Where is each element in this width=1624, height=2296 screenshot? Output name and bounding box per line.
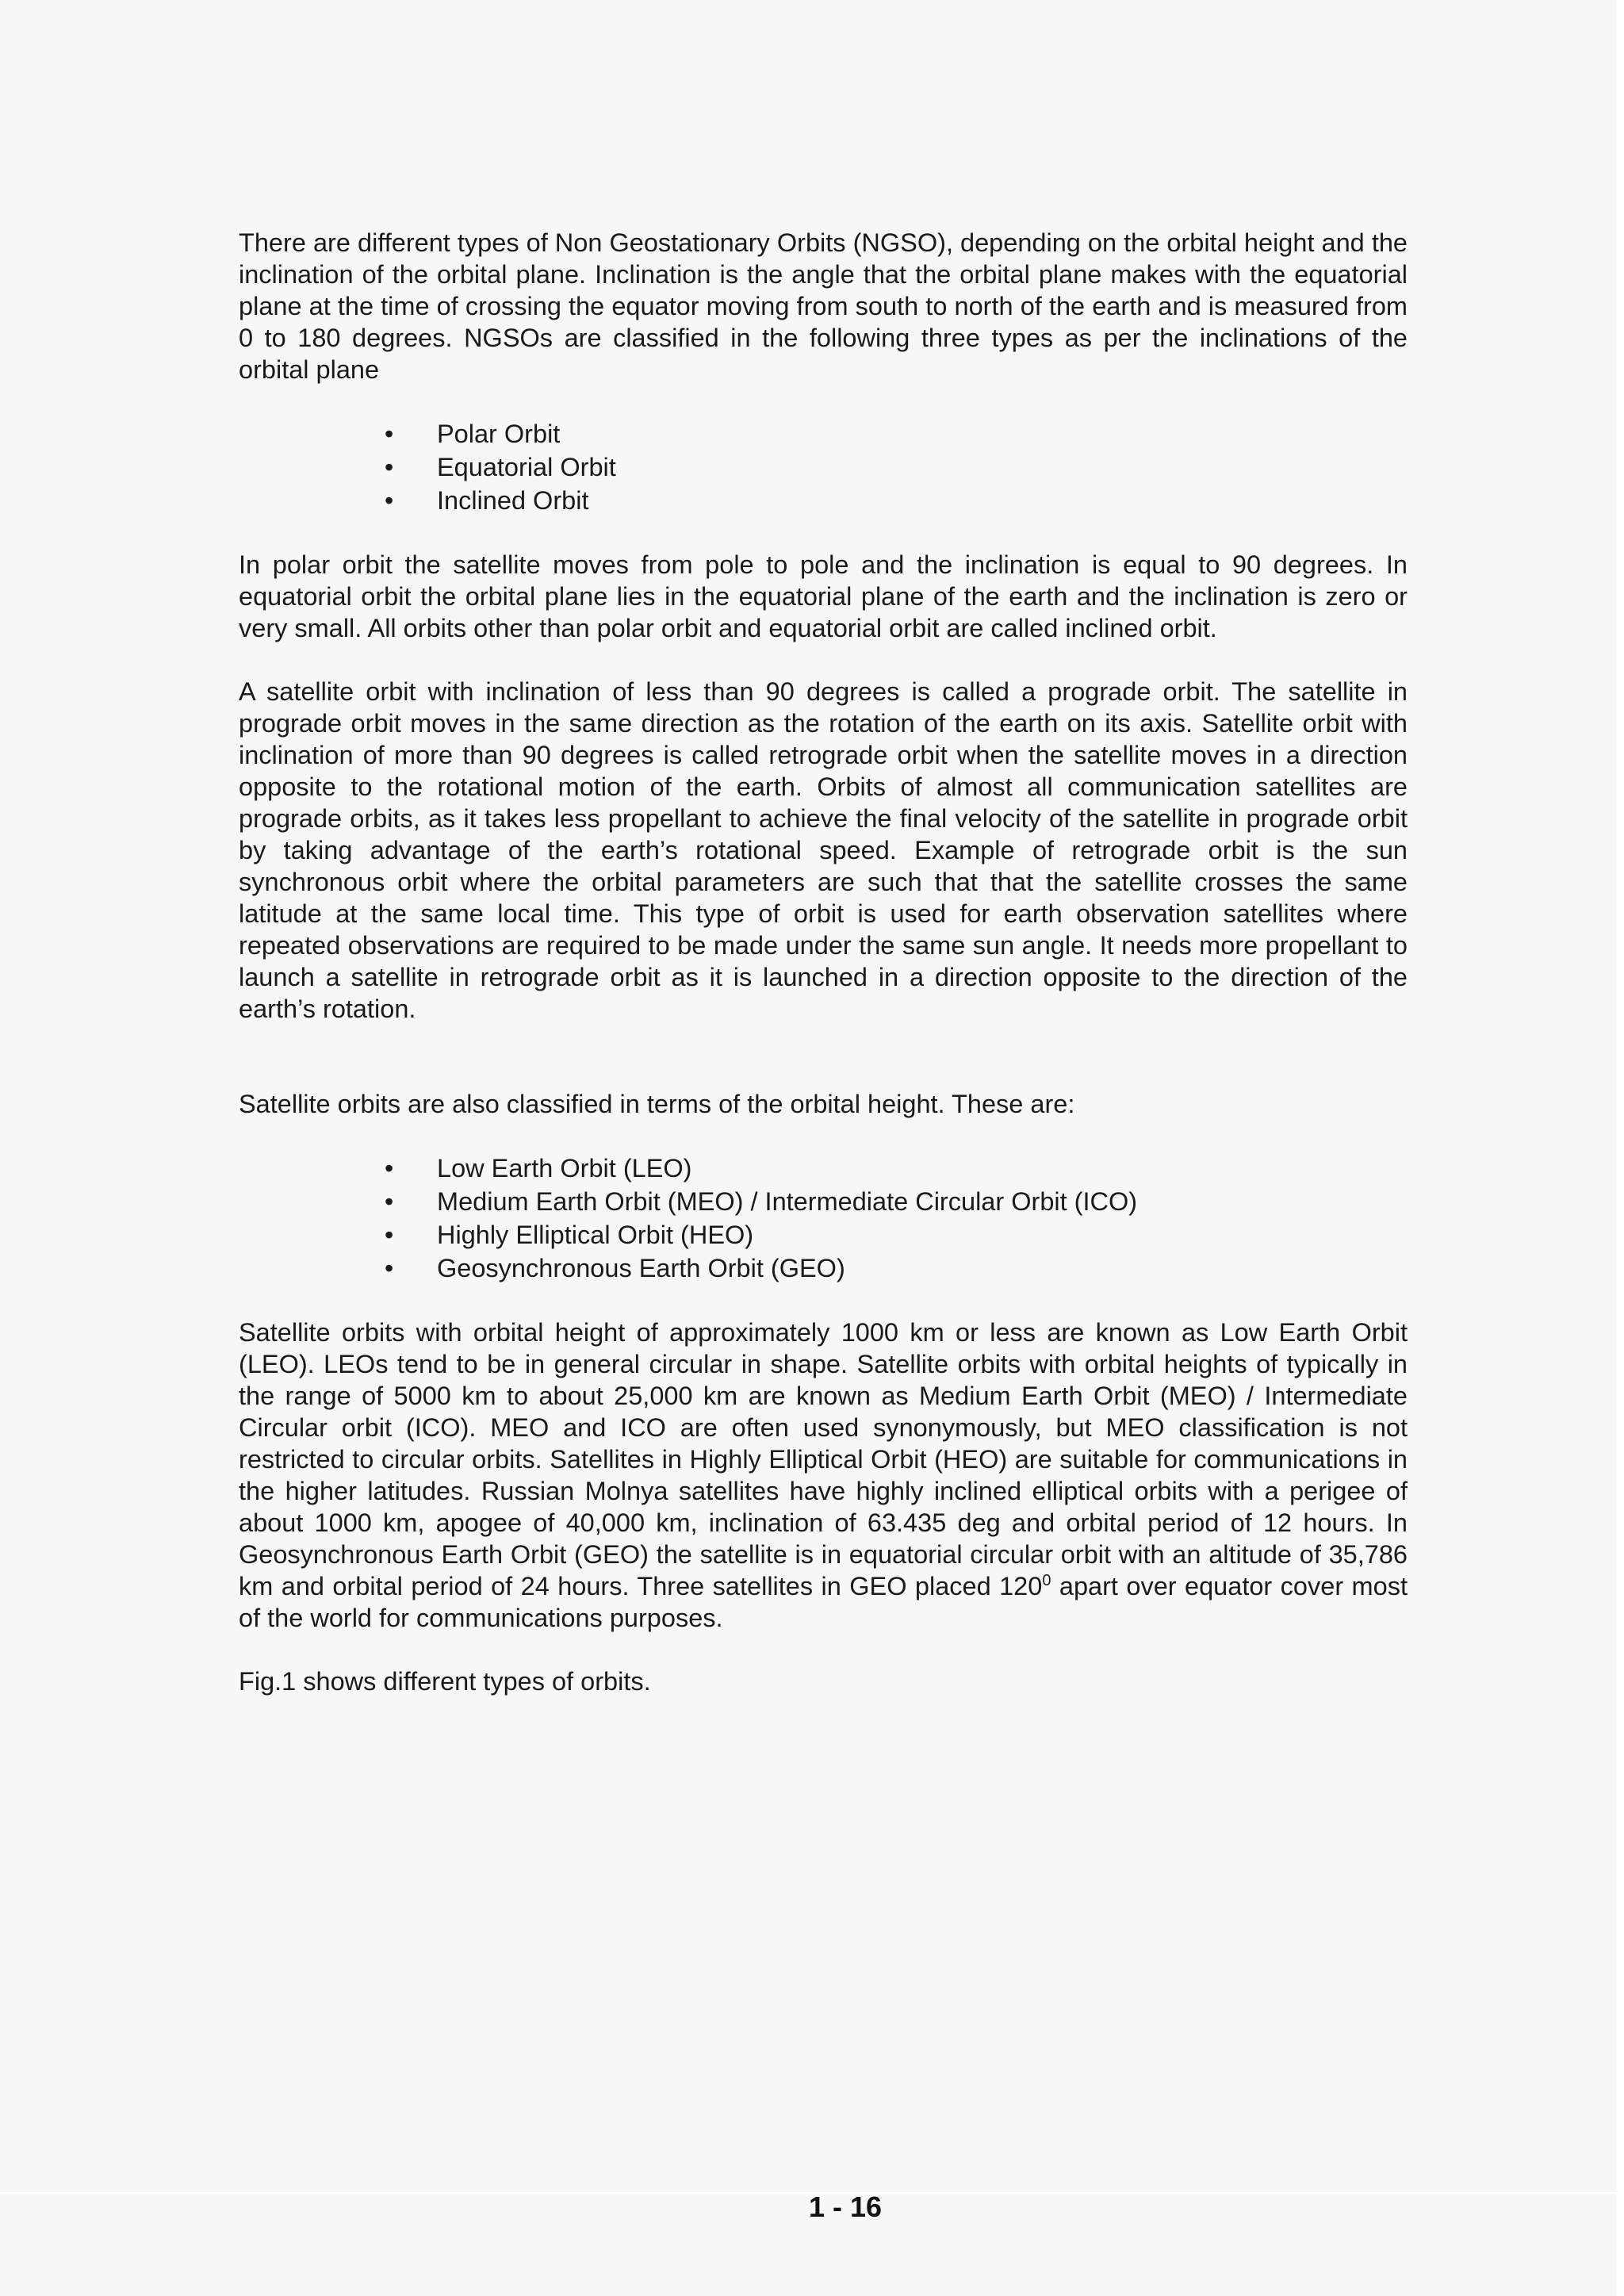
paragraph-text: apart over equator cover most of the world for communications purposes. [239,1572,1408,1632]
list-item: • Inclined Orbit [239,484,1408,517]
height-orbit-list [239,1152,1408,1285]
document-body [239,227,1408,1697]
paragraph-prograde-retrograde: A satellite orbit with inclination of less than 90 degrees is called a prograde orbit. The satellite in prograde orbit moves in the same direction as the rotation of the earth on its axis. Satellite orbit with inclination of more than 90 degrees is called retrograde orbit when the satellite moves in a direction opposite to the rotational motion of the earth. Orbits of almost all communication satellites are prograde orbits, as it takes less propellant to achieve the final velocity of the satellite in prograde orbit by taking advantage of the earth’s rotational speed. Example of retrograde orbit is the sun synchronous orbit where the orbital parameters are such that that the satellite crosses the same latitude at the same local time. This type of orbit is used for earth observation satellites where repeated observations are required to be made under the same sun angle. It needs more propellant to launch a satellite in retrograde orbit as it is launched in a direction opposite to the direction of the earth’s rotation. [239,677,1408,1023]
list-item: • Equatorial Orbit [239,450,1408,484]
paragraph-orbit-heights [239,1317,1408,1634]
page-right-edge [1616,0,1624,2296]
paragraph-figure-reference: Fig.1 shows different types of orbits. [239,1667,651,1696]
paragraph-polar-equatorial: In polar orbit the satellite moves from pole to pole and the inclination is equal to 90 degrees. In equatorial orbit the orbital plane lies in the equatorial plane of the earth and the inclination is zero or very small. All orbits other than polar orbit and equatorial orbit are called inclined orbit. [239,550,1408,642]
inclination-orbit-list [239,417,1408,517]
footer-divider [0,2192,1616,2194]
degree-superscript: 0 [1042,1572,1051,1590]
paragraph-height-classification: Satellite orbits are also classified in terms of the orbital height. These are: [239,1090,1075,1118]
paragraph-ngso-intro: There are different types of Non Geostationary Orbits (NGSO), depending on the orbital height and the inclination of the orbital plane. Inclination is the angle that the orbital plane makes with the equatorial plane at the time of crossing the equator moving from south to north of the earth and is measured from 0 to 180 degrees. NGSOs are classified in the following three types as per the inclinations of the orbital plane [239,228,1408,384]
page-number: 1 - 16 [809,2191,883,2223]
paragraph-text: Satellite orbits with orbital height of approximately 1000 km or less are known as Low Earth Orbit (LEO). LEOs tend to be in general circular in shape. Satellite orbits with orbital heights of typically in the range of 5000 km to about 25,000 km are known as Medium Earth Orbit (MEO) / Intermediate Circular orbit (ICO). MEO and ICO are often used synonymously, but MEO classification is not restricted to circular orbits. Satellites in Highly Elliptical Orbit (HEO) are suitable for communications in the higher latitudes. Russian Molnya satellites have highly inclined elliptical orbits with a perigee of about 1000 km, apogee of 40,000 km, inclination of 63.435 deg and orbital period of 12 hours. In Geosynchronous Earth Orbit (GEO) the satellite is in equatorial circular orbit with an altitude of 35,786 km and orbital period of 24 hours. Three satellites in GEO placed 120 [239,1318,1408,1600]
list-item: • Polar Orbit [239,417,1408,450]
list-item: • Medium Earth Orbit (MEO) / Intermediate Circular Orbit (ICO) [239,1185,1408,1218]
list-item: • Low Earth Orbit (LEO) [239,1152,1408,1185]
list-item: • Highly Elliptical Orbit (HEO) [239,1218,1408,1251]
list-item: • Geosynchronous Earth Orbit (GEO) [239,1251,1408,1285]
